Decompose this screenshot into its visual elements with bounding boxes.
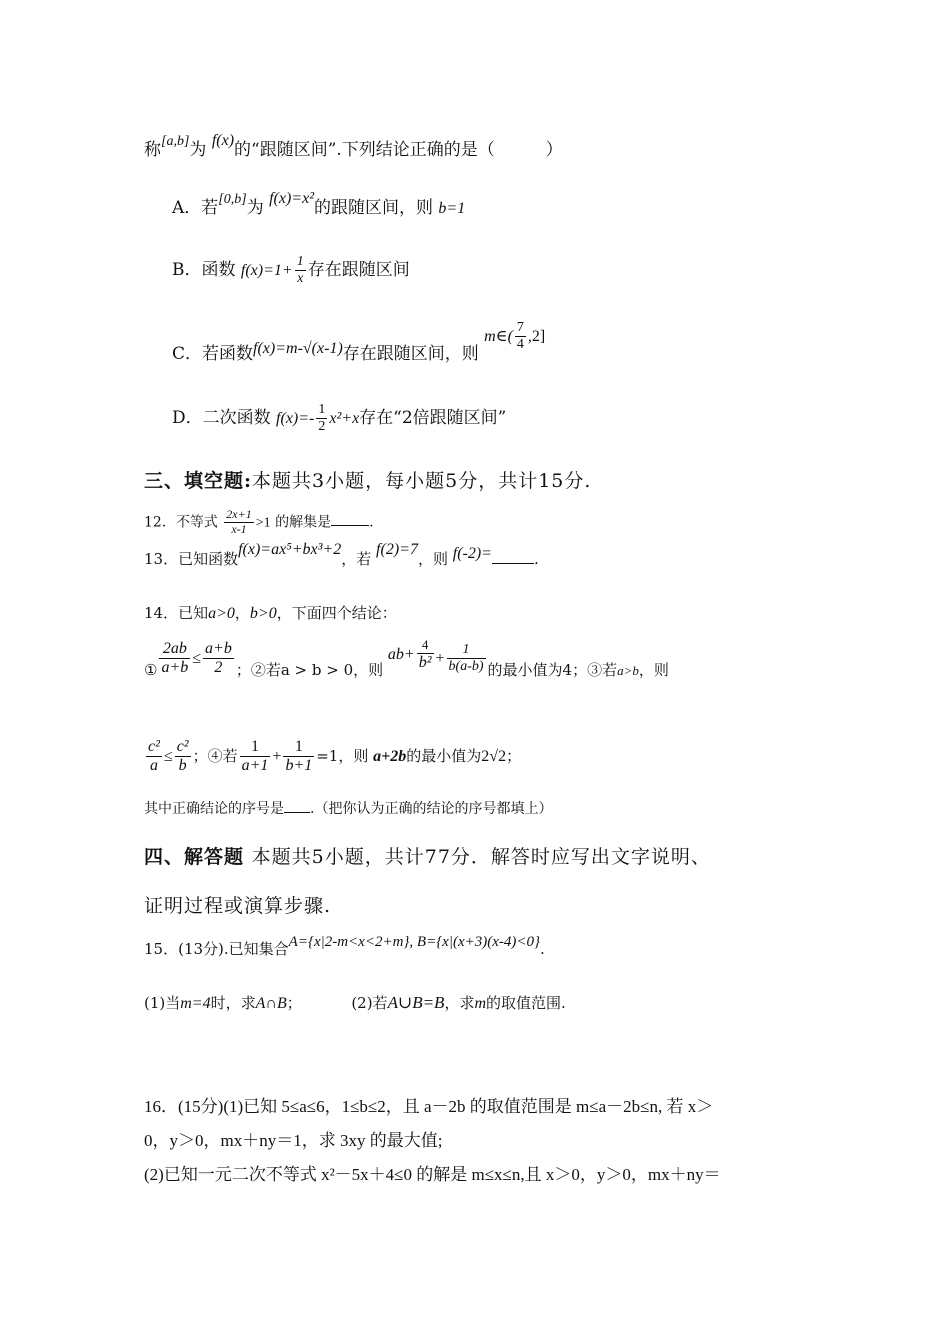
fraction: $\frac{1}{b+1}$ [285,738,313,775]
q14-tail: 其中正确结论的序号是 .（把你认为正确的结论的序号都填上） [144,801,553,817]
q15-parts: (1)当m=4时，求A∩B； (2)若A∪B=B，求m的取值范围. [144,993,566,1012]
fraction: $\frac{1}{a+1}$ [241,738,269,775]
q11-option-d: D．二次函数 f(x)=- $\frac{1}{2}$ x²+x存在“2倍跟随区间” [172,402,507,435]
q11-option-a: A．若[0,b]为 f(x)=x²的跟随区间，则 b=1 [172,190,466,218]
answer-blank[interactable] [492,563,534,564]
fraction: $\frac{1}{x}$ [296,254,304,287]
answer-blank[interactable] [284,812,310,813]
fraction: $\frac{1}{2}$ [318,402,326,435]
section-3-heading: 三、填空题:本题共3小题，每小题5分，共计15分. [144,470,592,492]
q13: 13．已知函数f(x)=ax⁵+bx³+2，若 f(2)=7，则 f(-2)= . [144,541,539,568]
q16-line-3: (2)已知一元二次不等式 x²－5x＋4≤0 的解是 m≤x≤n,且 x＞0，y＞0，mx＋ny＝ [144,1165,721,1184]
q14-stem: 14．已知a>0，b>0，下面四个结论： [144,604,397,622]
section-4-desc-cont: 证明过程或演算步骤. [144,895,332,917]
answer-blank[interactable] [331,525,369,526]
fraction: $\frac{2x+1}{x-1}$ [226,507,252,536]
q14-conclusions-2: $\frac{\text{c²}}{a}$ ≤ $\frac{\text{c²}}{b}$ ；④若 $\frac{1}{a+1}$ + $\frac{1}{b+1}$ =1，则 a+2b的最小值为2√2； [148,738,522,775]
fraction: $\frac{7}{4}$ [516,320,524,353]
q16-line-1: 16．(15分)(1)已知 5≤a≤6，1≤b≤2，且 a－2b 的取值范围是 m≤a－2b≤n, 若 x＞ [144,1097,714,1116]
fraction: $\frac{2ab}{a+b}$ [161,640,189,677]
fraction: $\frac{\text{c²}}{b}$ [176,738,189,775]
q12: 12．不等式 $\frac{2x+1}{x-1}$ >1 的解集是 . [144,507,374,536]
fraction: $\frac{4}{\text{b²}}$ [418,636,432,671]
q11-stem: 称[a,b]为 f(x)的“跟随区间”.下列结论正确的是（ ） [144,132,563,160]
q15-stem: 15．(13分).已知集合A={x|2-m<x<2+m}, B={x|(x+3)(x-4)<0}. [144,934,545,958]
fraction: $\frac{\text{c²}}{a}$ [148,738,160,775]
q14-conclusions-1: ① $\frac{2ab}{a+b}$ ≤ $\frac{a+b}{2}$ ；②若a > b > 0，则 ab+ $\frac{4}{\text{b²}}$ + $\frac{1}{b(a-b)}$ 的最小值为4；③若a>b，则 [144,636,669,679]
q11-option-c: C．若函数f(x)=m-√(x-1)存在跟随区间，则 m∈( $\frac{7}{4}$ ,2] [172,320,546,365]
fraction: $\frac{a+b}{2}$ [205,640,232,677]
fraction: $\frac{1}{b(a-b)}$ [448,642,484,675]
section-4-heading: 四、解答题 本题共5小题，共计77分．解答时应写出文字说明、 [144,846,711,868]
q11-option-b: B．函数 f(x)=1+ $\frac{1}{x}$ 存在跟随区间 [172,254,410,287]
q16-line-2: 0，y＞0，mx＋ny＝1，求 3xy 的最大值; [144,1131,443,1150]
